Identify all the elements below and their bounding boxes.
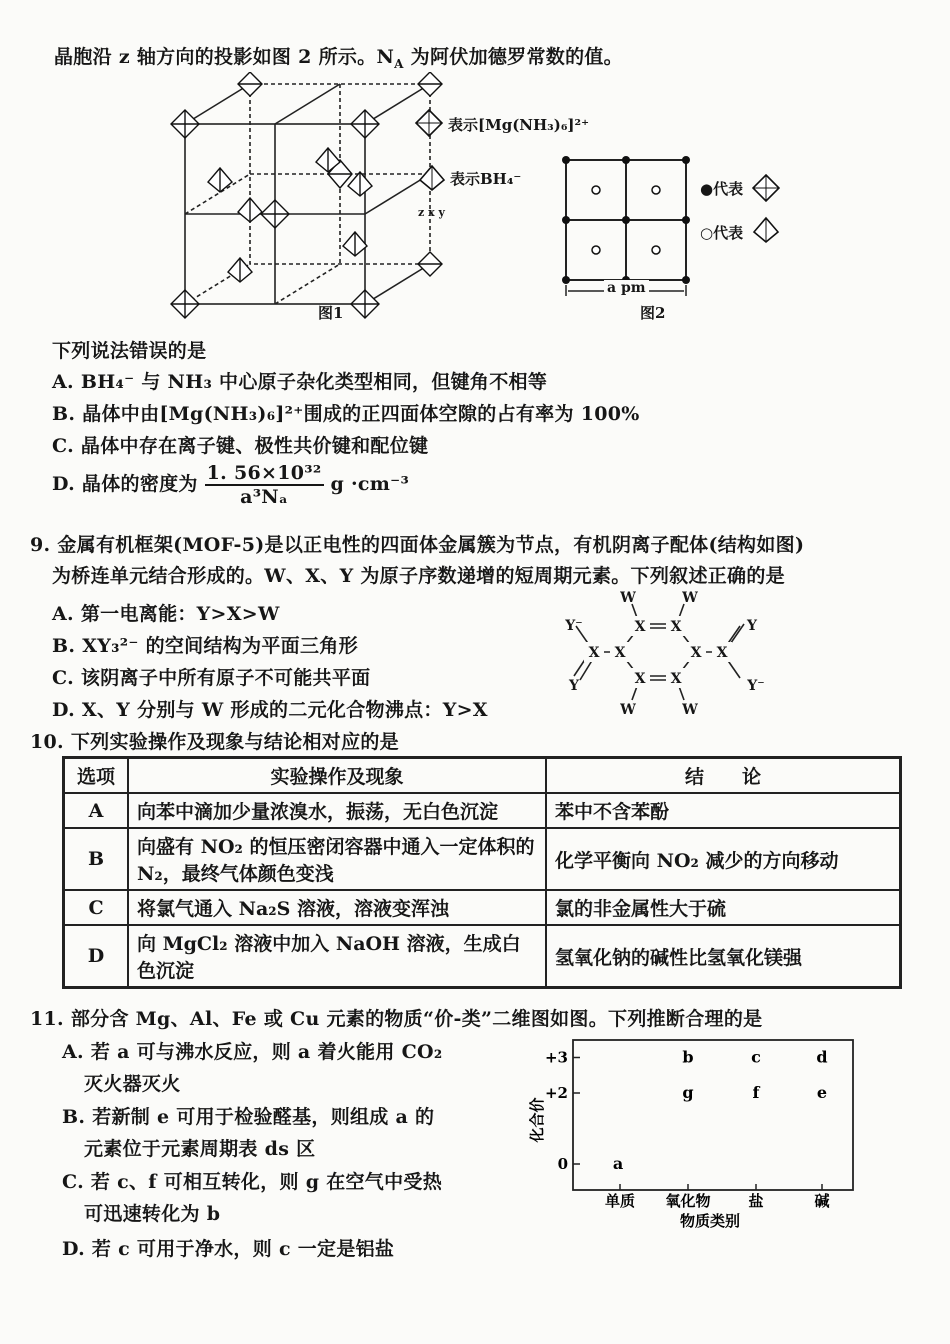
bh4-tetrahedron-icon [208, 168, 232, 192]
q11-option-c-line2: 可迅速转化为 b [84, 1203, 221, 1225]
legend-filled-label: ●代表 [700, 180, 744, 198]
q10-stem: 10. 下列实验操作及现象与结论相对应的是 [30, 731, 399, 753]
atom-x: X [588, 645, 600, 661]
y-axis-label: 化合价 [528, 1097, 546, 1143]
legend-open-tetrahedron-icon [752, 216, 780, 244]
experiment-table [62, 756, 902, 989]
q8-stem: 下列说法错误的是 [52, 340, 207, 362]
bh4-tetrahedron-icon [343, 232, 367, 256]
table-row: B 向盛有 NO₂ 的恒压密闭容器中通入一定体积的 N₂，最终气体颜色变浅 化学平衡向 NO₂ 减少的方向移动 [64, 828, 901, 890]
legend-bh4-tetrahedron-icon [418, 164, 446, 192]
mg-octahedron-icon [261, 200, 289, 228]
q11-stem: 11. 部分含 Mg、Al、Fe 或 Cu 元素的物质“价-类”二维图如图。下列推断合理的是 [30, 1008, 763, 1030]
figure-2-projection [556, 150, 696, 300]
table-row: D 向 MgCl₂ 溶液中加入 NaOH 溶液，生成白色沉淀 氢氧化钠的碱性比氢氧化镁强 [64, 925, 901, 988]
atom-w: W [682, 590, 698, 606]
x-tick-label: 盐 [748, 1192, 764, 1210]
bh4-tetrahedron-icon [238, 198, 262, 222]
header-conclusion: 结 论 [546, 758, 901, 794]
x-axis-label: 物质类别 [679, 1212, 741, 1230]
q11-option-c-line1: C. 若 c、f 可相互转化，则 g 在空气中受热 [62, 1171, 443, 1193]
header-option: 选项 [64, 758, 129, 794]
mg-octahedron-icon [351, 290, 379, 318]
mg-octahedron-icon [418, 72, 442, 96]
data-point-g: g [682, 1083, 694, 1102]
atom-x: X [690, 645, 702, 661]
data-point-a: a [612, 1154, 624, 1173]
data-point-c: c [751, 1047, 761, 1067]
x-tick-label: 单质 [604, 1192, 636, 1210]
atom-x: X [614, 645, 626, 661]
data-point-d: d [816, 1047, 828, 1067]
valence-class-chart [520, 1032, 860, 1232]
q9-option-d: D. X、Y 分别与 W 形成的二元化合物沸点：Y>X [52, 699, 488, 721]
atom-y-minus: Y⁻ [565, 618, 583, 634]
bh4-tetrahedron-icon [348, 172, 372, 196]
legend-mg-octahedron-icon [414, 108, 444, 138]
legend-mg-label: 表示[Mg(NH₃)₆]²⁺ [448, 116, 589, 134]
atom-x: X [716, 645, 728, 661]
atom-y: Y [569, 678, 579, 694]
legend-filled-octahedron-icon [752, 174, 780, 202]
atom-w: W [620, 702, 636, 718]
table-row: A 向苯中滴加少量浓溴水，振荡，无白色沉淀 苯中不含苯酚 [64, 793, 901, 828]
bh4-tetrahedron-icon [228, 258, 252, 282]
mg-octahedron-icon [351, 110, 379, 138]
q11-option-d: D. 若 c 可用于净水，则 c 一定是铝盐 [62, 1238, 395, 1260]
mg-octahedron-icon [418, 252, 442, 276]
table-row: C 将氯气通入 Na₂S 溶液，溶液变浑浊 氯的非金属性大于硫 [64, 890, 901, 925]
atom-x: X [634, 671, 646, 687]
atom-x: X [670, 619, 682, 635]
q8-option-c: C. 晶体中存在离子键、极性共价键和配位键 [52, 435, 429, 457]
density-fraction: $\frac{\text{1. 56×10³²}}{\text{a³Nₐ}}$ [206, 462, 322, 508]
q11-option-b-line1: B. 若新制 e 可用于检验醛基，则组成 a 的 [62, 1106, 435, 1128]
q9-stem-line1: 9. 金属有机框架(MOF-5)是以正电性的四面体金属簇为节点，有机阴离子配体(结构如图) [30, 534, 805, 556]
q11-option-a-line1: A. 若 a 可与沸水反应，则 a 着火能用 CO₂ [62, 1041, 443, 1063]
x-tick-label: 碱 [814, 1192, 830, 1210]
data-point-b: b [682, 1047, 694, 1067]
atom-x: X [634, 619, 646, 635]
q9-option-c: C. 该阴离子中所有原子不可能共平面 [52, 667, 371, 689]
intro-line: 晶胞沿 z 轴方向的投影如图 2 所示。$N_A$ 为阿伏加德罗常数的值。 [54, 46, 623, 71]
dimension-label: a pm [604, 280, 649, 296]
q8-option-b: B. 晶体中由[Mg(NH₃)₆]²⁺围成的正四面体空隙的占有率为 100% [52, 403, 640, 425]
data-point-e: e [816, 1083, 828, 1102]
figure-1-caption: 图1 [318, 304, 344, 322]
atom-y: Y [747, 618, 757, 634]
atom-x: X [670, 671, 682, 687]
q9-option-a: A. 第一电离能：Y>X>W [52, 603, 280, 625]
header-operation: 实验操作及现象 [128, 758, 546, 794]
axis-label: z x y [418, 206, 445, 219]
q9-stem-line2: 为桥连单元结合形成的。W、X、Y 为原子序数递增的短周期元素。下列叙述正确的是 [52, 565, 785, 587]
y-tick-label: 0 [557, 1155, 568, 1173]
anion-structure-diagram [560, 586, 780, 720]
mg-octahedron-icon [238, 72, 262, 96]
q8-option-d: D. 晶体的密度为 $\frac{\text{1. 56×10³²}}{\text{a³Nₐ}}$ g ·cm⁻³ [52, 462, 410, 508]
q11-option-b-line2: 元素位于元素周期表 ds 区 [84, 1138, 316, 1160]
data-point-f: f [752, 1083, 760, 1102]
atom-y-minus: Y⁻ [747, 678, 765, 694]
legend-open-label: ○代表 [700, 224, 744, 242]
atom-w: W [682, 702, 698, 718]
q9-option-b: B. XY₃²⁻ 的空间结构为平面三角形 [52, 635, 358, 657]
figure-2-caption: 图2 [640, 304, 666, 322]
y-tick-label: +2 [544, 1084, 568, 1102]
x-tick-label: 氧化物 [665, 1192, 711, 1210]
mg-octahedron-icon [171, 290, 199, 318]
y-tick-label: +3 [544, 1048, 568, 1067]
table-header-row [64, 758, 901, 794]
legend-bh4-label: 表示BH₄⁻ [450, 170, 522, 188]
q8-option-a: A. BH₄⁻ 与 NH₃ 中心原子杂化类型相同，但键角不相等 [52, 371, 548, 393]
q11-option-a-line2: 灭火器灭火 [84, 1073, 181, 1095]
atom-w: W [620, 590, 636, 606]
mg-octahedron-icon [171, 110, 199, 138]
